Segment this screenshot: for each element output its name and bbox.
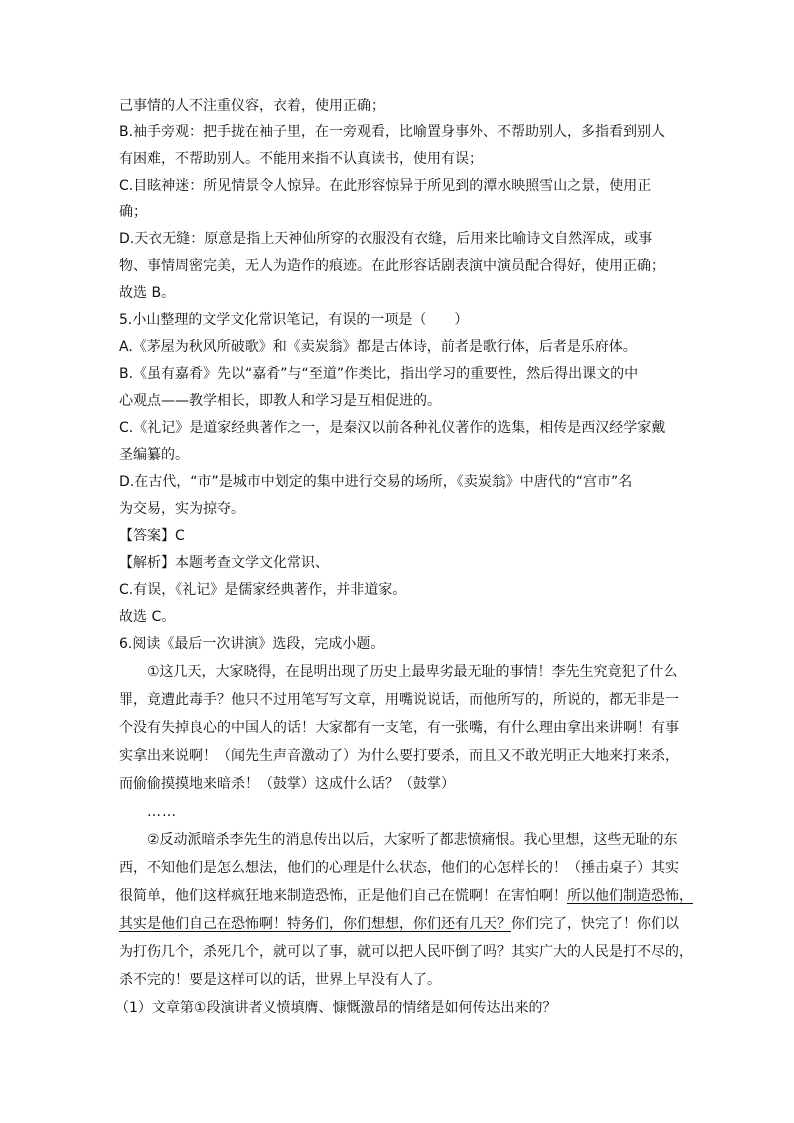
text-line: 很简单，他们这样疯狂地来制造恐怖，正是他们自己在慌啊！在害怕啊！所以他们制造恐怖， xyxy=(119,888,693,904)
text-line: 为交易，实为掠夺。 xyxy=(119,501,245,517)
option-b-explanation: B.袖手旁观：把手拢在袖子里，在一旁观看，比喻置身事外、不帮助别人，多指看到别人 xyxy=(119,124,666,140)
text-line: 西，不知他们是怎么想法，他们的心理是什么状态，他们的心怎样长的！（捶击桌子）其实 xyxy=(119,860,679,876)
option-c-explanation: C.目眩神迷：所见情景令人惊异。在此形容惊异于所见到的潭水映照雪山之景，使用正 xyxy=(119,178,652,194)
text-line: 己事情的人不注重仪容，衣着，使用正确； xyxy=(119,98,385,114)
answer-choice: 故选 C。 xyxy=(119,609,176,625)
sub-question-1: （1）文章第①段演讲者义愤填膺、慷慨激昂的情绪是如何传达出来的？ xyxy=(115,1000,557,1016)
option-d-explanation: D.天衣无缝：原意是指上天神仙所穿的衣服没有衣缝，后用来比喻诗文自然浑成，或事 xyxy=(119,231,653,247)
text-line: 而偷偷摸摸地来暗杀！（鼓掌）这成什么话？（鼓掌） xyxy=(119,776,455,792)
answer-choice: 故选 B。 xyxy=(119,285,176,301)
text-line: 确； xyxy=(119,204,147,220)
question-5: 5.小山整理的文学文化常识笔记，有误的一项是（ ） xyxy=(119,312,469,328)
option-d: D.在古代，“市”是城市中划定的集中进行交易的场所，《卖炭翁》中唐代的“宫市”名 xyxy=(119,474,633,490)
analysis-label: 【解析】本题考查文学文化常识、 xyxy=(119,555,329,571)
passage-paragraph-1: ①这几天，大家晓得，在昆明出现了历史上最卑劣最无耻的事情！李先生究竟犯了什么 xyxy=(147,664,678,680)
text-line: 为打伤几个，杀死几个，就可以了事，就可以把人民吓倒了吗？其实广大的人民是打不尽的， xyxy=(119,944,693,960)
ellipsis: …… xyxy=(147,804,177,820)
text-line: 有困难，不帮助别人。不能用来指不认真读书，使用有误； xyxy=(119,151,483,167)
text-line: 圣编纂的。 xyxy=(119,447,189,463)
underlined-sentence: 其实是他们自己在恐怖啊！特务们，你们想想，你们还有几天？ xyxy=(119,916,511,932)
passage-paragraph-2: ②反动派暗杀李先生的消息传出以后，大家听了都悲愤痛恨。我心里想，这些无耻的东 xyxy=(147,832,678,848)
text-line: 心观点——教学相长，即教人和学习是互相促进的。 xyxy=(119,393,441,409)
text-line: 其实是他们自己在恐怖啊！特务们，你们想想，你们还有几天？你们完了，快完了！你们以 xyxy=(119,916,679,932)
text-line: 物、事情周密完美，无人为造作的痕迹。在此形容话剧表演中演员配合得好，使用正确； xyxy=(119,258,665,274)
text-line: 个没有失掉良心的中国人的话！大家都有一支笔，有一张嘴，有什么理由拿出来讲啊！有事 xyxy=(119,720,679,736)
answer-label: 【答案】C xyxy=(119,528,185,544)
underlined-sentence: 所以他们制造恐怖， xyxy=(567,888,693,904)
question-6: 6.阅读《最后一次讲演》选段，完成小题。 xyxy=(119,636,385,652)
analysis-text: C.有误，《礼记》是儒家经典著作，并非道家。 xyxy=(119,582,407,598)
option-b: B.《虽有嘉肴》先以“嘉肴”与“至道”作类比，指出学习的重要性，然后得出课文的中 xyxy=(119,366,639,382)
option-a: A.《茅屋为秋风所破歌》和《卖炭翁》都是古体诗，前者是歌行体，后者是乐府体。 xyxy=(119,339,637,355)
option-c: C.《礼记》是道家经典著作之一，是秦汉以前各种礼仪著作的选集，相传是西汉经学家戴 xyxy=(119,420,666,436)
text-line: 实拿出来说啊！（闻先生声音激动了）为什么要打要杀，而且又不敢光明正大地来打来杀， xyxy=(119,748,679,764)
text-line: 杀不完的！要是这样可以的话，世界上早没有人了。 xyxy=(119,972,441,988)
text-line: 罪，竟遭此毒手？他只不过用笔写写文章，用嘴说说话，而他所写的，所说的，都无非是一 xyxy=(119,692,679,708)
